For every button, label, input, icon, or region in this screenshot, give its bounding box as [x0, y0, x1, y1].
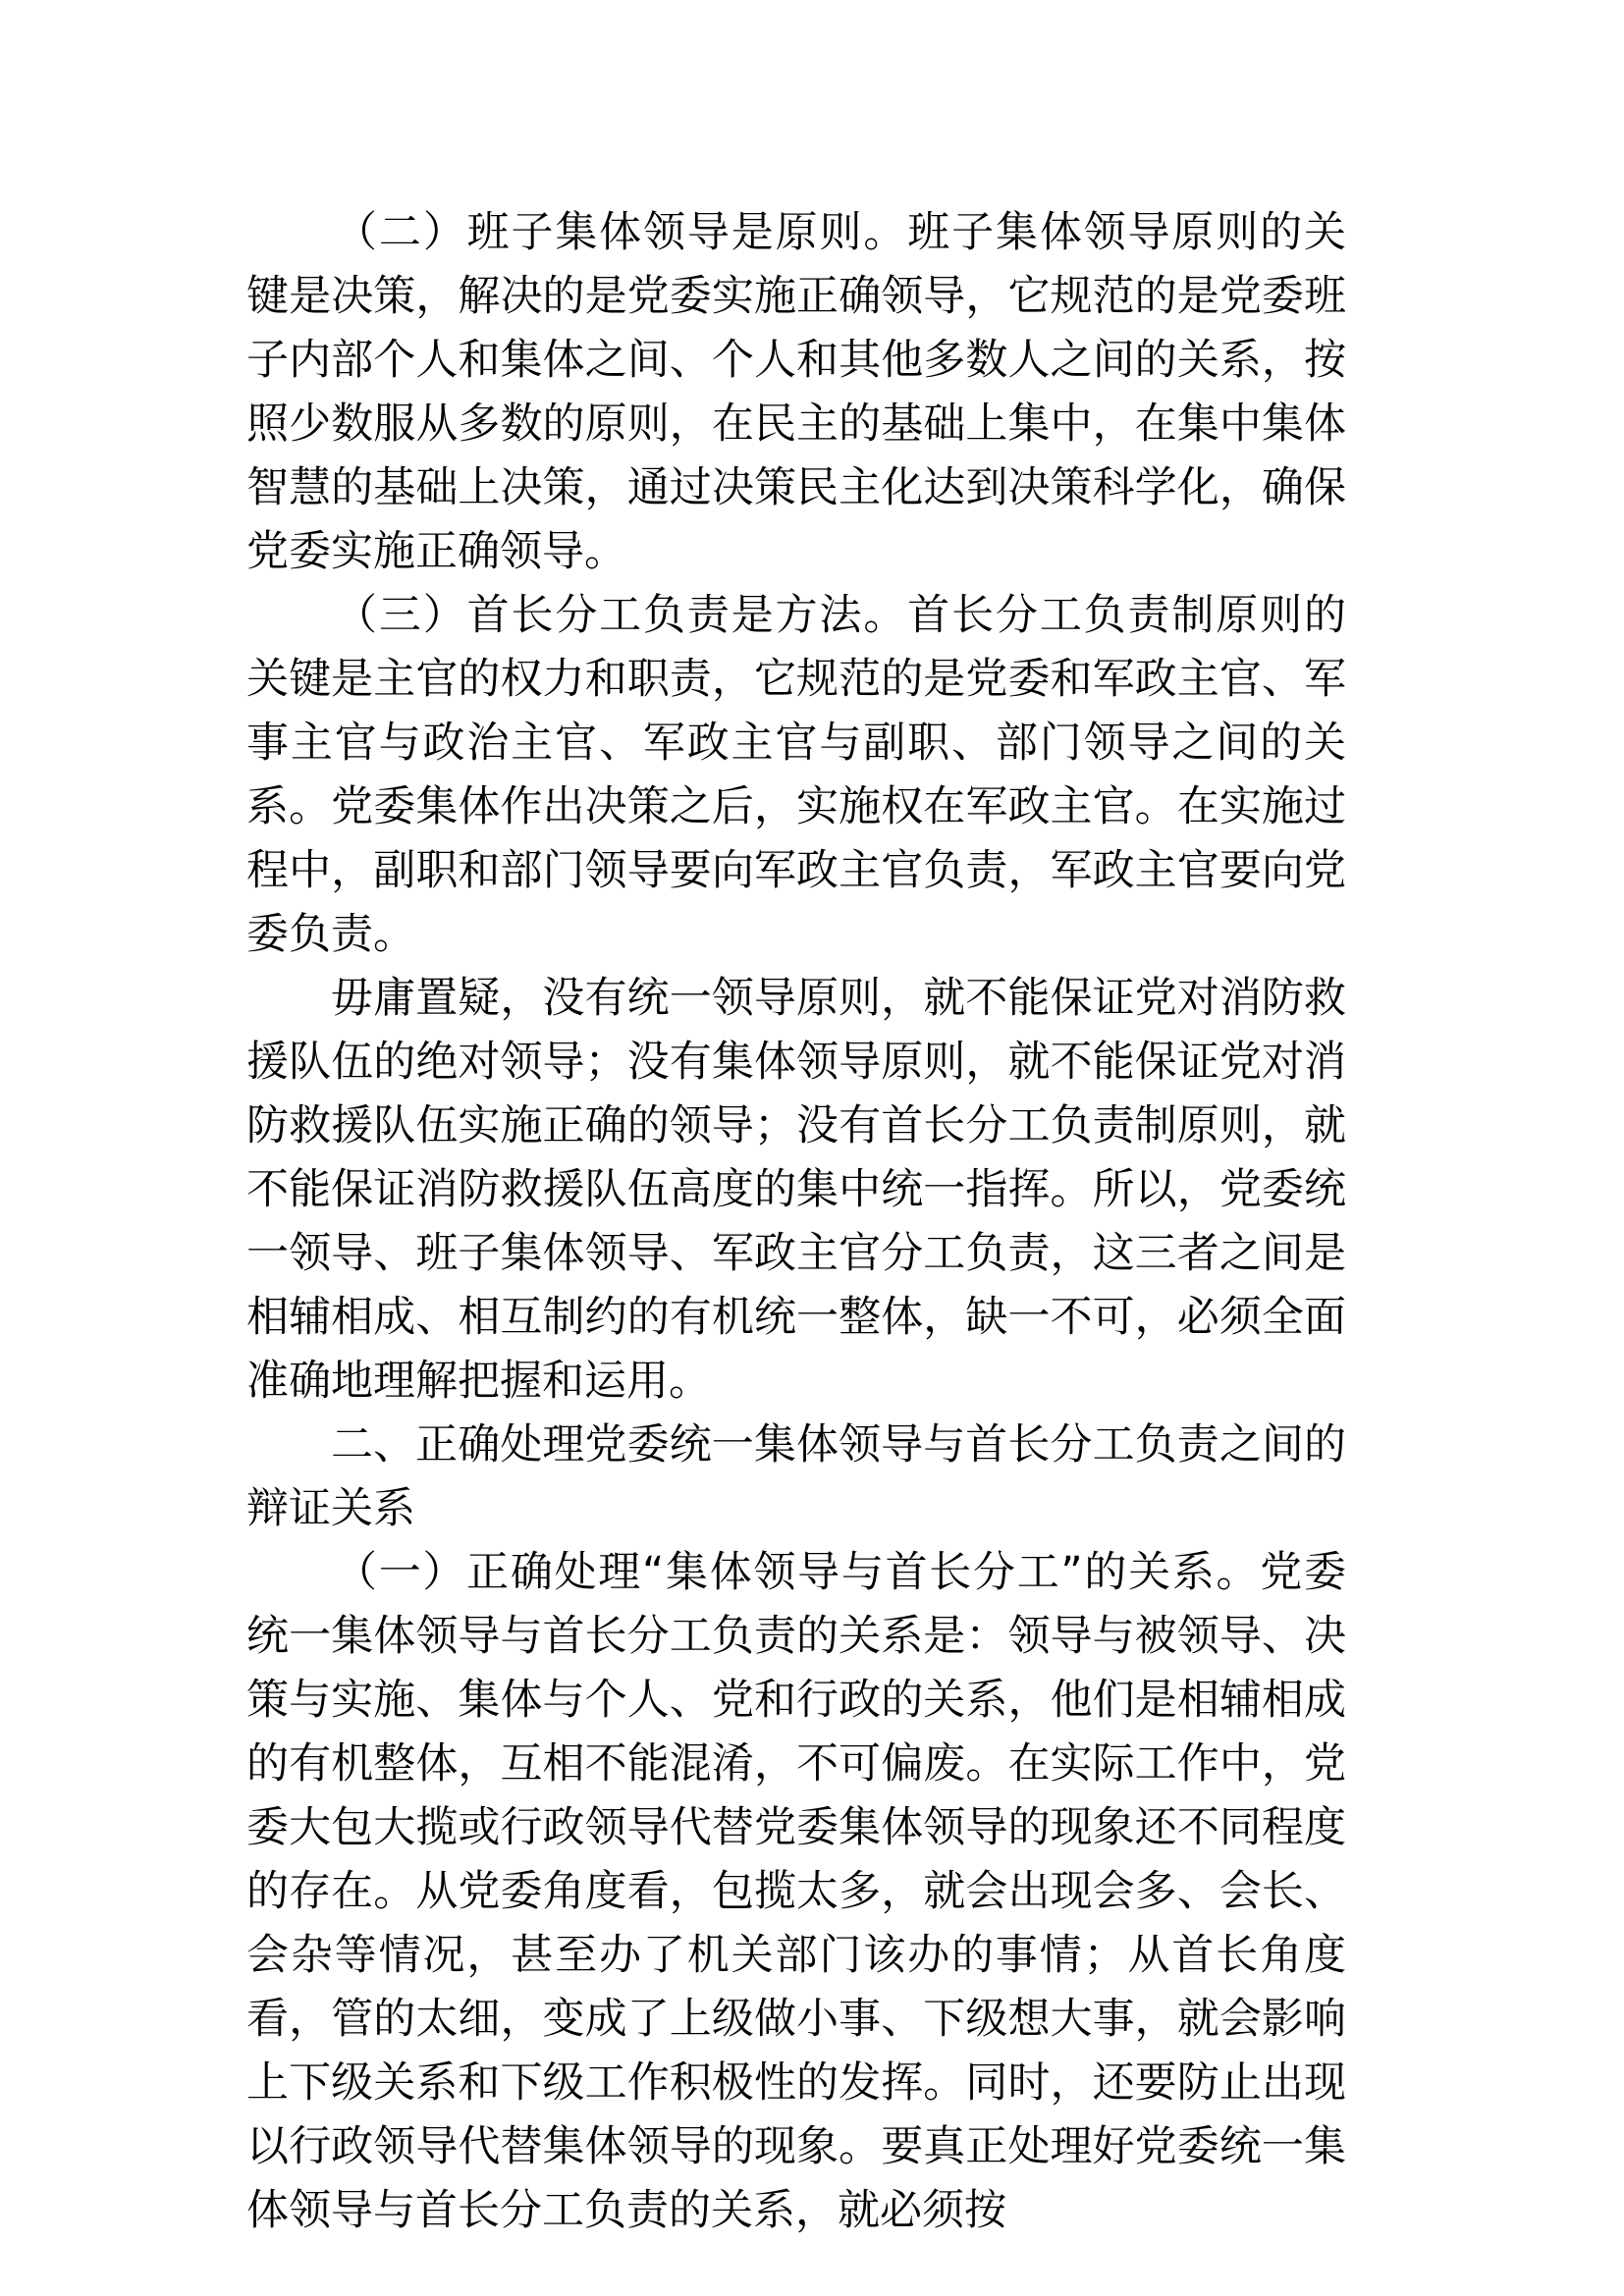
section-heading-dialectical-relationship: 二、正确处理党委统一集体领导与首长分工负责之间的辩证关系: [246, 1420, 1346, 1533]
document-body: [246, 201, 1346, 2243]
paragraph-unity-summary: 毋庸置疑，没有统一领导原则，就不能保证党对消防救援队伍的绝对领导；没有集体领导原则，就不能保证党对消防救援队伍实施正确的领导；没有首长分工负责制原则，就不能保证消防救援队伍高度的集中统一指挥。所以，党委统一领导、班子集体领导、军政主官分工负责，这三者之间是相辅相成、相互制约的有机统一整体，缺一不可，必须全面准确地理解把握和运用。: [246, 974, 1346, 1406]
paragraph-leadership-vs-division: （一）正确处理“集体领导与首长分工”的关系。党委统一集体领导与首长分工负责的关系是：领导与被领导、决策与实施、集体与个人、党和行政的关系，他们是相辅相成的有机整体，互相不能混淆，不可偏废。在实际工作中，党委大包大揽或行政领导代替党委集体领导的现象还不同程度的存在。从党委角度看，包揽太多，就会出现会多、会长、会杂等情况，甚至办了机关部门该办的事情；从首长角度看，管的太细，变成了上级做小事、下级想大事，就会影响上下级关系和下级工作积极性的发挥。同时，还要防止出现以行政领导代替集体领导的现象。要真正处理好党委统一集体领导与首长分工负责的关系，就必须按: [246, 1548, 1346, 2235]
paragraph-division-of-responsibility: （三）首长分工负责是方法。首长分工负责制原则的关键是主官的权力和职责，它规范的是党委和军政主官、军事主官与政治主官、军政主官与副职、部门领导之间的关系。党委集体作出决策之后，实施权在军政主官。在实施过程中，副职和部门领导要向军政主官负责，军政主官要向党委负责。: [246, 591, 1346, 959]
paragraph-collective-leadership: （二）班子集体领导是原则。班子集体领导原则的关键是决策，解决的是党委实施正确领导，它规范的是党委班子内部个人和集体之间、个人和其他多数人之间的关系，按照少数服从多数的原则，在民主的基础上集中，在集中集体智慧的基础上决策，通过决策民主化达到决策科学化，确保党委实施正确领导。: [246, 208, 1346, 576]
